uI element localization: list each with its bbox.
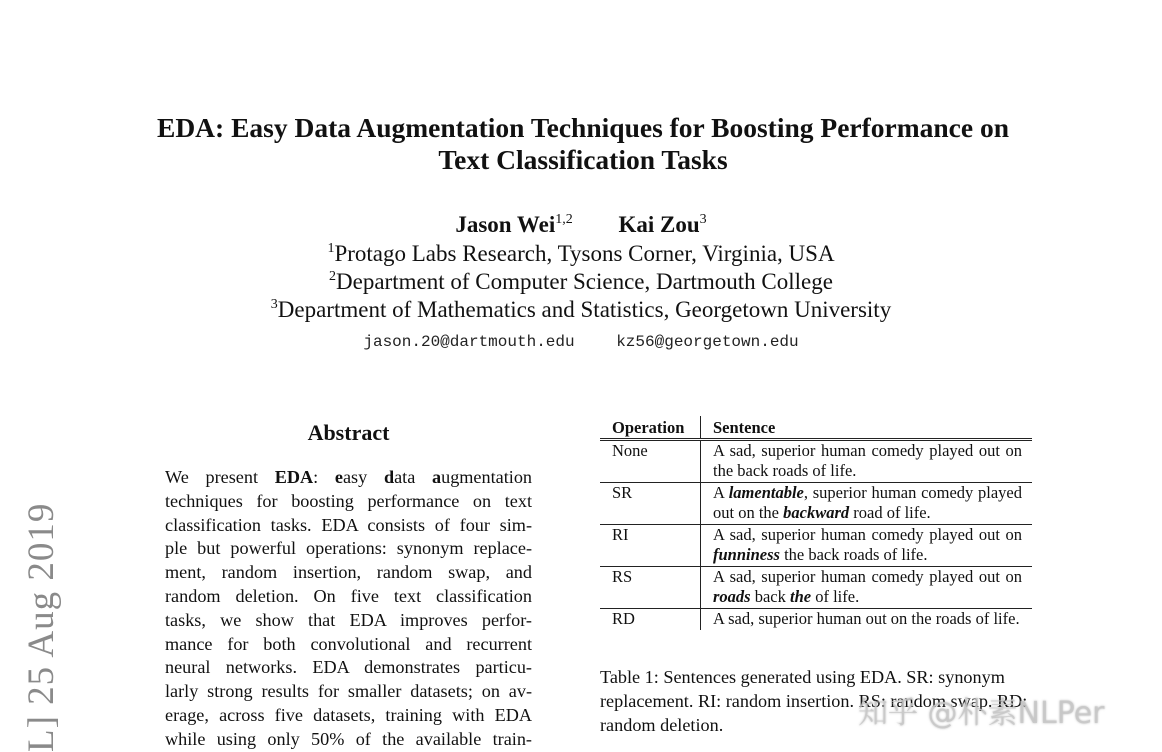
abstract-line: while using only 50% of the available train- — [165, 728, 532, 749]
operation-cell: SR — [600, 483, 701, 525]
column-header-sentence: Sentence — [701, 416, 1033, 440]
author-2: Kai Zou$^3$ — [618, 212, 707, 237]
abstract-line: erage, across five datasets, training with EDA — [165, 704, 532, 725]
abstract-line: ment, random insertion, random swap, and — [165, 562, 532, 583]
operation-cell: RI — [600, 525, 701, 567]
column-header-operation: Operation — [600, 416, 701, 440]
abstract-line: classification tasks. EDA consists of four sim- — [165, 514, 532, 535]
eda-operations-table — [600, 416, 1032, 630]
author-1: Jason Wei$^{1,2}$ — [455, 212, 573, 237]
table-row — [600, 483, 1032, 525]
abstract-line: We present EDA: easy data augmentation — [165, 467, 533, 487]
table-row — [600, 567, 1032, 609]
abstract-line: tasks, we show that EDA improves perfor- — [165, 609, 532, 630]
abstract-line: larly strong results for smaller datasets; on av- — [165, 681, 532, 702]
email-1: jason.20@dartmouth.edu — [363, 333, 575, 351]
abstract-body — [165, 466, 532, 752]
abstract-line: neural networks. EDA demonstrates particu- — [165, 657, 532, 678]
title-line-2: Text Classification Tasks — [438, 144, 728, 175]
abstract-line: random deletion. On five text classification — [165, 585, 532, 606]
table-row — [600, 440, 1032, 483]
author-emails — [0, 333, 1162, 351]
sentence-cell: A lamentable, superior human comedy played out on the backward road of life. — [701, 483, 1033, 525]
zhihu-watermark: 知乎 @朴素NLPer — [858, 696, 1105, 731]
affiliation-2: $^2$Department of Computer Science, Dartmouth College — [329, 269, 833, 294]
title-line-1: EDA: Easy Data Augmentation Techniques for Boosting Performance on — [156, 112, 1010, 143]
email-2: kz56@georgetown.edu — [616, 333, 799, 351]
abstract-line: ple but powerful operations: synonym replace- — [165, 538, 532, 559]
arxiv-stamp: L] 25 Aug 2019 — [21, 502, 62, 752]
affiliation-3: $^3$Department of Mathematics and Statistics, Georgetown University — [270, 297, 892, 322]
operation-cell: None — [600, 440, 701, 483]
affiliation-1: $^1$Protago Labs Research, Tysons Corner, Virginia, USA — [327, 241, 835, 266]
table-row — [600, 525, 1032, 567]
author-line — [0, 212, 1162, 238]
operation-cell: RS — [600, 567, 701, 609]
abstract-line: techniques for boosting performance on text — [165, 490, 532, 511]
sentence-cell: A sad, superior human comedy played out on roads back the of life. — [701, 567, 1033, 609]
table-row — [600, 609, 1032, 631]
sentence-cell: A sad, superior human comedy played out on funniness the back roads of life. — [701, 525, 1033, 567]
table-caption: Table 1: Sentences generated using EDA. SR: synonym replacement. RI: random insertion. RS: random swap. RD: random deletion. — [600, 667, 1028, 735]
sentence-cell: A sad, superior human out on the roads of life. — [701, 609, 1033, 631]
abstract-heading: Abstract — [307, 420, 390, 445]
operation-cell: RD — [600, 609, 701, 631]
paper-title — [100, 112, 1066, 176]
sentence-cell: A sad, superior human comedy played out on the back roads of life. — [713, 441, 1022, 480]
abstract-line: mance for both convolutional and recurrent — [165, 633, 532, 654]
